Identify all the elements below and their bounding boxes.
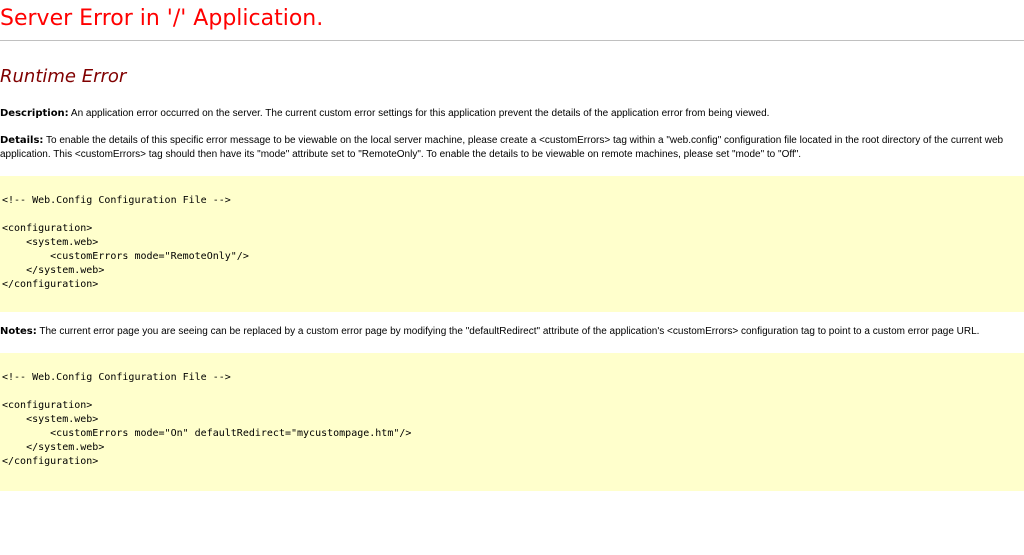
code-blank-line (2, 208, 249, 222)
code-line: </configuration> (2, 456, 99, 467)
title-divider (0, 40, 1024, 41)
code-line: <customErrors mode="RemoteOnly"/> (2, 251, 249, 262)
notes-label: Notes: (0, 326, 37, 337)
details-paragraph (0, 134, 1024, 162)
details-text-line1: To enable the details of this specific error message to be viewable on the local server machine, please create a <customErrors> tag within a "web.config" configuration file located in the root directory of the current web (43, 135, 1004, 146)
config-code-block-custom-redirect (0, 353, 1024, 491)
code-line: <system.web> (2, 414, 99, 425)
code-line: <configuration> (2, 223, 93, 234)
code-listing (2, 371, 411, 469)
code-comment: <!-- Web.Config Configuration File --> (2, 195, 231, 206)
description-label: Description: (0, 108, 69, 119)
page-title: Server Error in '/' Application. (0, 6, 324, 31)
details-label: Details: (0, 135, 44, 146)
error-subtitle: Runtime Error (0, 66, 127, 87)
code-line: </system.web> (2, 442, 105, 453)
code-line: </system.web> (2, 265, 105, 276)
code-line: <configuration> (2, 400, 93, 411)
code-line: <system.web> (2, 237, 99, 248)
description-paragraph (0, 107, 1024, 121)
code-comment: <!-- Web.Config Configuration File --> (2, 372, 231, 383)
code-line: </configuration> (2, 279, 99, 290)
notes-text: The current error page you are seeing can be replaced by a custom error page by modifying the "defaultRedirect" attribute of the application's <customErrors> configuration tag to point to a custom error page URL. (36, 326, 980, 337)
details-text-line2: application. This <customErrors> tag should then have its "mode" attribute set to "RemoteOnly". To enable the details to be viewable on remote machines, please set "mode" to "Off". (0, 149, 802, 160)
config-code-block-remote-only (0, 176, 1024, 312)
notes-paragraph (0, 325, 1024, 339)
code-blank-line (2, 385, 411, 399)
code-line: <customErrors mode="On" defaultRedirect="mycustompage.htm"/> (2, 428, 412, 439)
description-text: An application error occurred on the server. The current custom error settings for this application prevent the details of the application error from being viewed. (68, 108, 770, 119)
code-listing (2, 194, 249, 292)
